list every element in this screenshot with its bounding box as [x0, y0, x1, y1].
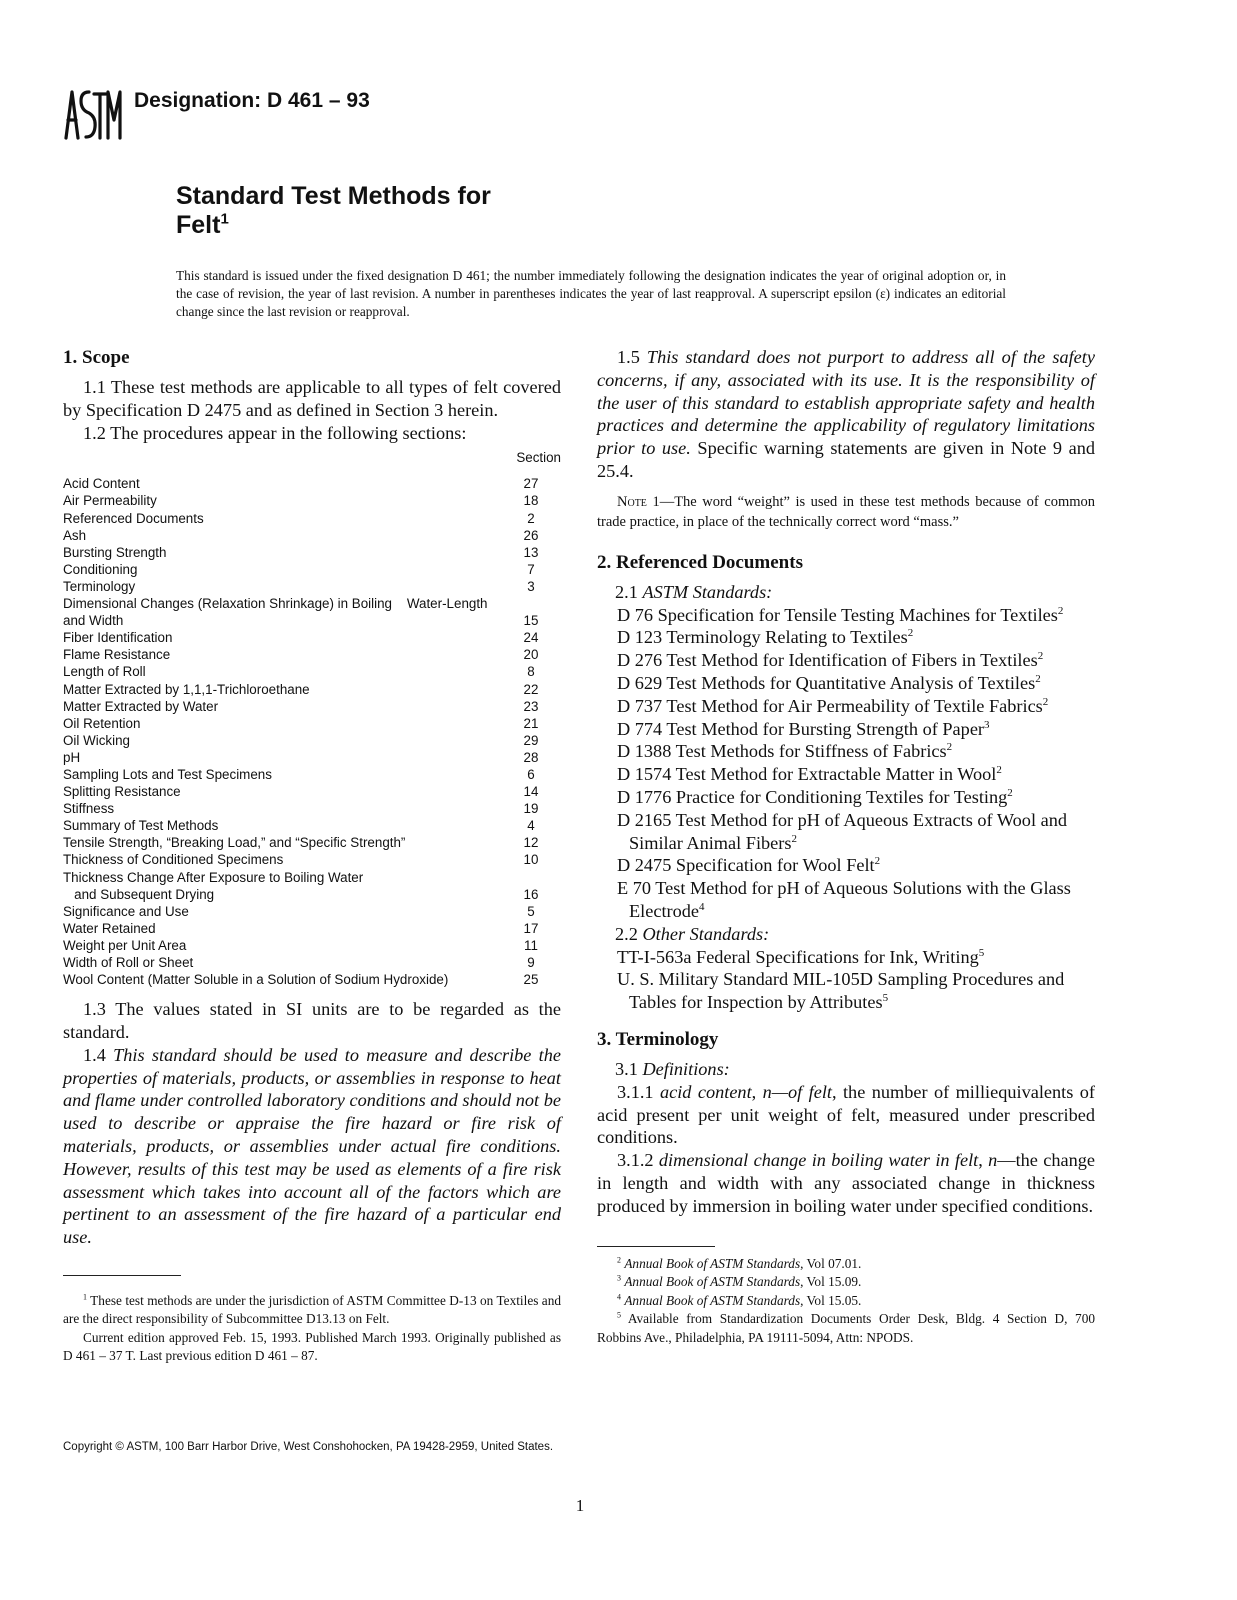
reference-text: D 1574 Test Method for Extractable Matter in Wool: [617, 764, 997, 785]
section-row: [63, 475, 561, 492]
footnote-rule-right: [597, 1246, 715, 1247]
section-name: Dimensional Changes (Relaxation Shrinkage) in Boiling Water-Length: [63, 596, 488, 612]
section-row: [63, 544, 561, 561]
section-row: [63, 834, 561, 851]
footnote-text: Available from Standardization Documents Order Desk, Bldg. 4 Section D, 700 Robbins Ave., Philadelphia, PA 19111-5094, Attn: NPODS.: [597, 1311, 1095, 1345]
reference-footnote-ref: 2: [907, 627, 914, 640]
reference-footnote-ref: 2: [1042, 695, 1049, 708]
reference-item: [597, 718, 1095, 741]
section-number: 9: [527, 955, 535, 971]
section-name: Matter Extracted by Water: [63, 698, 219, 714]
section-name: Significance and Use: [63, 903, 189, 919]
footnote-book-title: Annual Book of ASTM Standards: [624, 1255, 801, 1271]
section-number: 10: [523, 852, 539, 868]
footnote-1-edition: Current edition approved Feb. 15, 1993. Published March 1993. Originally published as D 461 – 37 T. Last previous edition D 461 – 87.: [63, 1329, 561, 1364]
left-column: [63, 346, 561, 1366]
section-name: and Subsequent Drying: [63, 886, 215, 902]
section-name: Thickness Change After Exposure to Boiling Water: [63, 869, 364, 885]
section-row: [63, 732, 561, 749]
section-row: [63, 681, 561, 698]
reference-text: D 123 Terminology Relating to Textiles: [617, 627, 908, 648]
reference-item: [597, 946, 1095, 969]
reference-text: TT-I-563a Federal Specifications for Ink, Writing: [617, 946, 979, 967]
para-1-3: 1.3 The values stated in SI units are to be regarded as the standard.: [63, 999, 561, 1042]
section-number: 24: [523, 630, 539, 646]
section-number: 23: [523, 698, 539, 714]
section-number: 27: [523, 476, 539, 492]
reference-footnote-ref: 2: [946, 741, 953, 754]
reference-text: D 276 Test Method for Identification of Fibers in Textiles: [617, 650, 1038, 671]
section-name: Stiffness: [63, 801, 115, 817]
footnote-1: $^1$ These test methods are under the jurisdiction of ASTM Committee D-13 on Textiles and are the direct responsibility of Subcommittee D13.13 on Felt.: [63, 1292, 562, 1327]
page-number: 1: [575, 1496, 585, 1515]
reference-footnote-ref: 2: [874, 855, 881, 868]
section-name: Fiber Identification: [63, 630, 173, 646]
footnote-book-title: Annual Book of ASTM Standards: [624, 1274, 801, 1289]
section-row: [63, 527, 561, 544]
reference-item: [597, 854, 1095, 877]
right-column: [597, 346, 1095, 1347]
definition-dimensional-change: 3.1.2 dimensional change in boiling water in felt, n—the change in length and width with any associated change in thickness produced by immersion in boiling water under specified conditions.: [597, 1150, 1096, 1216]
section-row: [63, 766, 561, 783]
section-number: 20: [523, 647, 539, 663]
section-row: [63, 612, 561, 629]
section-number: 28: [523, 749, 539, 765]
definitions-sub: 3.1 Definitions:: [615, 1058, 730, 1079]
reference-footnote-ref: 2: [1057, 604, 1064, 617]
section-number: 29: [523, 732, 539, 748]
footnote-text: , Vol 15.09.: [800, 1274, 862, 1289]
section-name: Splitting Resistance: [63, 784, 181, 800]
reference-footnote-ref: 3: [984, 718, 990, 731]
section-name: Summary of Test Methods: [63, 818, 219, 834]
reference-text: D 774 Test Method for Bursting Strength of Paper: [617, 718, 985, 739]
reference-item: [597, 649, 1095, 672]
reference-text: D 2475 Specification for Wool Felt: [617, 855, 875, 876]
reference-item: [597, 786, 1095, 809]
footnotes-right: [597, 1255, 1095, 1348]
sections-table: [63, 475, 561, 988]
section-row: [63, 646, 561, 663]
reference-text: D 76 Specification for Tensile Testing Machines for Textiles: [617, 604, 1058, 625]
footnote-marker: 2: [617, 1255, 621, 1265]
reference-text: D 629 Test Methods for Quantitative Analysis of Textiles: [617, 672, 1036, 693]
other-standards-sub: 2.2 Other Standards:: [615, 923, 770, 944]
section-name: Wool Content (Matter Soluble in a Solution of Sodium Hydroxide): [63, 972, 449, 988]
section-row: [63, 561, 561, 578]
section-number: 25: [523, 972, 539, 988]
section-number: 18: [523, 493, 539, 509]
section-row: [63, 783, 561, 800]
section-row: [63, 920, 561, 937]
reference-item: [597, 740, 1095, 763]
footnote-3: [597, 1273, 1095, 1292]
footnote-text: , Vol 07.01.: [800, 1255, 862, 1271]
section-row: [63, 698, 561, 715]
footnote-2: [597, 1255, 1095, 1274]
copyright: Copyright © ASTM, 100 Barr Harbor Drive, West Conshohocken, PA 19428-2959, United States.: [63, 1441, 554, 1453]
section-row: [63, 851, 561, 868]
section-name: Flame Resistance: [63, 647, 171, 663]
section-name: Terminology: [63, 578, 136, 594]
section-row: [63, 578, 561, 595]
section-name: pH: [63, 749, 81, 765]
section-row: [63, 749, 561, 766]
section-name: Bursting Strength: [63, 544, 167, 560]
footnote-text: , Vol 15.05.: [800, 1292, 862, 1308]
reference-footnote-ref: 2: [1037, 650, 1044, 663]
section-row: [63, 971, 561, 988]
reference-text: U. S. Military Standard MIL-105D Sampling Procedures and Tables for Inspection by Attributes: [617, 969, 1065, 1013]
reference-footnote-ref: 2: [1035, 672, 1041, 685]
section-number: 2: [527, 510, 535, 526]
section-number: 12: [523, 835, 539, 851]
section-name: Weight per Unit Area: [63, 937, 187, 953]
section-name: Air Permeability: [63, 493, 157, 509]
section-row: [63, 800, 561, 817]
section-number: 22: [523, 681, 539, 697]
document-title: [176, 182, 776, 240]
section-row: [63, 492, 561, 509]
footnote-5: [597, 1310, 1095, 1347]
section-row: [63, 595, 561, 612]
reference-text: D 737 Test Method for Air Permeability of Textile Fabrics: [617, 695, 1043, 716]
astm-logo: [63, 86, 123, 140]
section-name: Ash: [63, 527, 87, 543]
reference-footnote-ref: 4: [699, 900, 705, 913]
section-number: 17: [523, 920, 539, 936]
reference-footnote-ref: 2: [996, 764, 1002, 777]
reference-text: E 70 Test Method for pH of Aqueous Solutions with the Glass Electrode: [617, 878, 1071, 921]
section-row: [63, 663, 561, 680]
section-row: [63, 510, 561, 527]
intro-paragraph: This standard is issued under the fixed designation D 461; the number immediately following the designation indicates the year of original adoption or, in the case of revision, the year of last revision. A number in parentheses indicates the year of last reapproval. A superscript epsilon (ε) indicates an editorial change since the last revision or reapproval.: [176, 268, 1006, 319]
reference-text: D 2165 Test Method for pH of Aqueous Extracts of Wool and Similar Animal Fibers: [617, 809, 1067, 853]
reference-item: [597, 763, 1095, 786]
reference-footnote-ref: 2: [791, 832, 797, 845]
astm-reference-list: [597, 604, 1095, 923]
title-line-2: Felt$^1$: [176, 210, 229, 239]
section-number: 8: [527, 664, 535, 680]
footnote-marker: 4: [617, 1292, 621, 1302]
section-row: [63, 954, 561, 971]
section-name: Acid Content: [63, 476, 140, 492]
title-line-1: Standard Test Methods for: [176, 182, 491, 210]
reference-item: [597, 695, 1095, 718]
footnote-book-title: Annual Book of ASTM Standards: [624, 1292, 801, 1308]
terminology-heading: 3. Terminology: [597, 1028, 719, 1050]
reference-item: [597, 968, 1095, 1014]
title-footnote-ref: 1: [220, 210, 229, 228]
section-row: [63, 903, 561, 920]
other-reference-list: [597, 946, 1095, 1014]
reference-item: [597, 877, 1095, 923]
section-number: [511, 595, 551, 612]
reference-footnote-ref: 5: [882, 992, 889, 1005]
section-name: Sampling Lots and Test Specimens: [63, 766, 272, 782]
reference-item: [597, 604, 1095, 627]
section-number: 3: [527, 578, 535, 594]
note-1: Note 1—The word “weight” is used in these test methods because of common trade practice, in place of the technically correct word “mass.”: [597, 493, 1095, 531]
section-column-header: Section: [516, 450, 561, 466]
section-name: and Width: [63, 613, 124, 629]
section-row: [63, 886, 561, 903]
scope-heading: 1. Scope: [63, 347, 130, 368]
reference-item: [597, 626, 1095, 649]
footnote-rule: [63, 1275, 181, 1276]
section-number: 19: [523, 801, 539, 817]
para-1-1: 1.1 These test methods are applicable to all types of felt covered by Specification D 2475 and as defined in Section 3 herein.: [63, 377, 561, 420]
section-name: Length of Roll: [63, 664, 146, 680]
reference-text: D 1388 Test Methods for Stiffness of Fabrics: [617, 741, 947, 762]
reference-text: D 1776 Practice for Conditioning Textiles for Testing: [617, 786, 1008, 807]
para-1-2: 1.2 The procedures appear in the following sections:: [83, 422, 467, 443]
section-number: 26: [523, 527, 539, 543]
section-number: [511, 869, 551, 886]
section-name: Referenced Documents: [63, 510, 204, 526]
section-row: [63, 937, 561, 954]
section-row: [63, 715, 561, 732]
section-name: Conditioning: [63, 561, 138, 577]
section-number: 5: [527, 903, 535, 919]
definition-acid-content: 3.1.1 acid content, n—of felt, the number of milliequivalents of acid present per unit weight of felt, measured under prescribed conditions.: [597, 1081, 1095, 1148]
section-name: Oil Wicking: [63, 732, 130, 748]
reference-footnote-ref: 2: [1007, 786, 1013, 799]
section-number: 7: [527, 561, 535, 577]
para-1-4: 1.4 This standard should be used to measure and describe the properties of materials, products, or assemblies in response to heat and flame under controlled laboratory conditions and should not be used to describe or appraise the fire hazard or fire risk of materials, products, or assemblies under actual fire conditions. However, results of this test may be used as elements of a fire risk assessment which takes into account all of the factors which are pertinent to an assessment of the fire hazard of a particular end use.: [63, 1044, 561, 1248]
section-name: Water Retained: [63, 920, 156, 936]
astm-standards-sub: 2.1 ASTM Standards:: [615, 581, 773, 602]
section-number: 11: [524, 937, 538, 953]
section-row: [63, 629, 561, 646]
section-name: Matter Extracted by 1,1,1-Trichloroethane: [63, 681, 310, 697]
section-number: 6: [527, 766, 535, 782]
footnote-marker: 5: [617, 1310, 621, 1320]
section-number: 16: [523, 886, 539, 902]
reference-item: [597, 672, 1095, 695]
section-row: [63, 817, 561, 834]
section-number: 13: [523, 544, 539, 560]
section-name: Oil Retention: [63, 715, 141, 731]
section-name: Tensile Strength, “Breaking Load,” and “Specific Strength”: [63, 835, 406, 851]
section-row: [63, 869, 561, 886]
para-1-5: 1.5 This standard does not purport to address all of the safety concerns, if any, associated with its use. It is the responsibility of the user of this standard to establish appropriate safety and health practices and determine the applicability of regulatory limitations prior to use. Specific warning statements are given in Note 9 and 25.4.: [597, 347, 1096, 481]
section-number: 21: [523, 715, 539, 731]
referenced-docs-heading: 2. Referenced Documents: [597, 551, 803, 573]
designation: Designation: D 461 – 93: [134, 89, 370, 112]
footnote-marker: 3: [617, 1273, 621, 1283]
section-number: 4: [527, 818, 535, 834]
reference-item: [597, 809, 1095, 855]
section-number: 14: [523, 784, 539, 800]
section-name: Width of Roll or Sheet: [63, 955, 194, 971]
reference-footnote-ref: 5: [978, 946, 985, 959]
section-name: Thickness of Conditioned Specimens: [63, 852, 284, 868]
footnote-4: [597, 1292, 1095, 1311]
section-number: 15: [523, 613, 539, 629]
